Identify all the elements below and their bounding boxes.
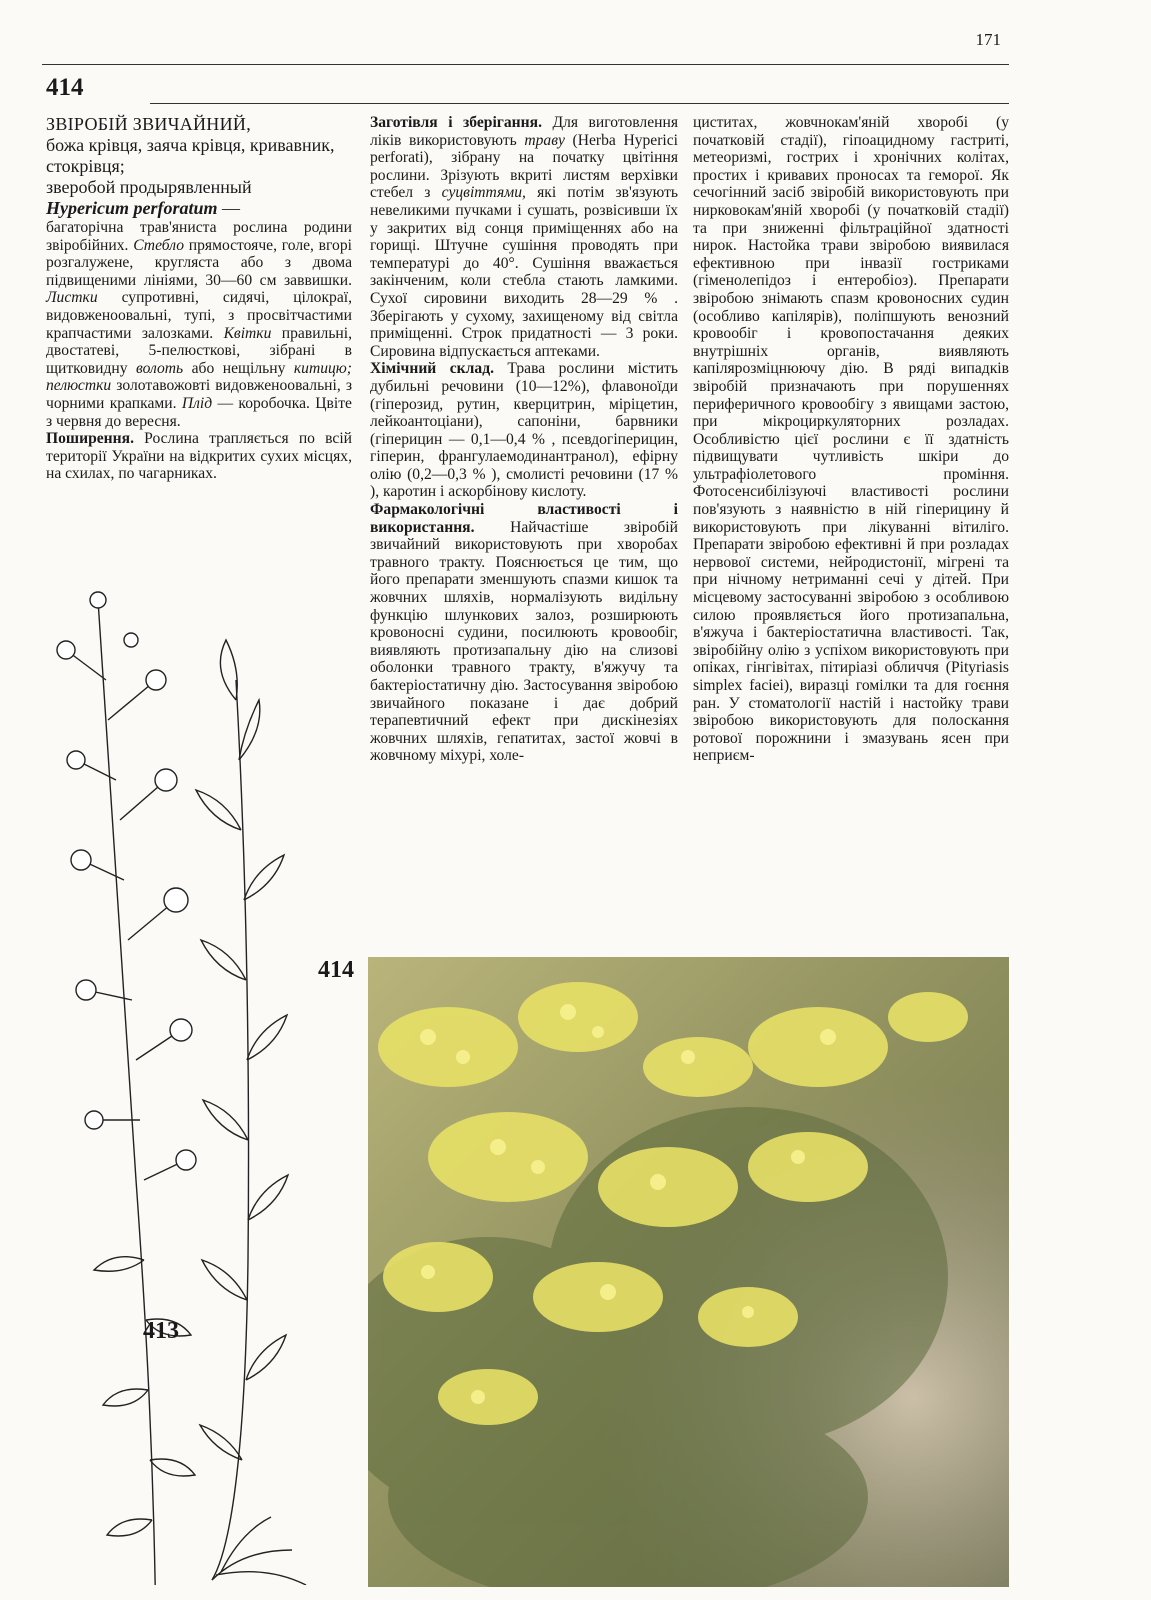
distribution-paragraph: Поширення. Рослина трапляється по всій території України на відкритих сухих місцях, на схилах, по чагарниках. bbox=[46, 430, 352, 483]
latin-name-line bbox=[46, 198, 352, 219]
distribution-heading: Поширення. bbox=[46, 430, 134, 448]
russian-name: зверобой продырявленный bbox=[46, 177, 252, 197]
article-title bbox=[46, 114, 352, 219]
description-paragraph: багаторічна трав'яниста рослина родини звіробійних. Стебло прямостояче, голе, вгорі розгалужене, кругляста або з двома підвищеними лініями, 30—60 см заввишки. Листки супротивні, сидячі, цілокраї, видовженоовальні, тупі, з просвітчастими крапчастими залозками. Квітки правильні, двостатеві, 5-пелюсткові, зібрані в щитковидну волоть або нещільну китицю; пелюстки золотавожовті видовженоовальні, з чорними крапками. Плід — коробочка. Цвіте з червня до вересня. bbox=[46, 219, 353, 430]
column-3 bbox=[693, 114, 1009, 765]
pharmacology-heading: Фармакологічні властивості і використання. bbox=[370, 501, 678, 536]
plant-photo bbox=[368, 957, 1009, 1587]
latin-dash: — bbox=[217, 198, 240, 218]
pharmacology-continued: циститах, жовчнокам'яній хворобі (у початковій стадії), гіпоацидному гастриті, метеоризмі, гострих і хронічних колітах, простих і кривавих проносах та геморої. Як сечогінний засіб звіробій використовують при нирковокам'яній хворобі (у початковій стадії) та при зниженні фільтраційної здатності нирок. Настойка трави звіробою виявилася ефективною при інвазії гостриками (гіменолепідоз і ентеробіоз). Препарати звіробою знімають спазм кровоносних судин (особливо капілярів), поліпшують венозний кровообіг і кровопостачання деяких внутрішніх органів, виявляють капілярозміцнюючу дію. В ряді випадків звіробій призначають при порушеннях периферичного кровообігу з явищами застою, при мікроциркуляторних розладах. Особливістю цієї рослини є її здатність підвищувати чутливість шкіри до ультрафіолетового проміння. Фотосенсибілізуючі властивості рослини пов'язують з наявністю в ній гіперицину й використовують при лікуванні вітиліго. Препарати звіробою ефективні й при розладах нервової системи, нейродистонії, мігрені та при нічному нетриманні сечі у дітей. При місцевому застосуванні звіробою з особливою силою проявляється його протизапальна, в'яжуча і бактеріостатична властивості. Так, звіробійну олію з успіхом використовують при опіках, гінгівітах, пітиріазі обличчя (Pityriasis simplex faciei), виразці гомілки та для гоєння ран. У стоматології настій і настойку трави звіробою використовують для полоскання ротової порожнини і змазувань ясен при неприєм- bbox=[693, 114, 1009, 765]
figure-label-414: 414 bbox=[318, 957, 354, 983]
column-1 bbox=[46, 114, 352, 483]
article-rule bbox=[150, 103, 1009, 104]
article-number: 414 bbox=[46, 74, 84, 101]
header-rule bbox=[42, 64, 1009, 65]
harvest-paragraph: Заготівля і зберігання. Для виготовлення ліків використовують траву (Herba Hyperici perforati), зібрану на початку цвітіння рослини. Зрізують вкриті листям верхівки стебел з суцвіттями, які потім зв'язують невеликими пучками і сушать, розвісивши їх у закритих від сонця приміщеннях або на горищі. Штучне сушіння проводять при температурі до 40°. Сушіння вважається закінченим, коли стебла стають ламкими. Сухої сировини виходить 28—29 % . Зберігають у сухому, захищеному від світла приміщенні. Строк придатності — 3 роки. Сировина відпускається аптеками. bbox=[370, 114, 679, 360]
figure-label-413: 413 bbox=[143, 1318, 179, 1344]
plant-name: ЗВІРОБІЙ ЗВИЧАЙНИЙ, bbox=[46, 114, 251, 134]
latin-name: Hypericum perforatum bbox=[46, 198, 218, 218]
harvest-heading: Заготівля і зберігання. bbox=[370, 114, 542, 131]
chemistry-heading: Хімічний склад. bbox=[370, 360, 494, 378]
column-2 bbox=[370, 114, 678, 765]
page-number: 171 bbox=[975, 30, 1001, 49]
flower-cluster bbox=[57, 592, 196, 1180]
chemistry-paragraph: Хімічний склад. Трава рослини містить дубильні речовини (10—12%), флавоноїди (гіперозид, рутин, кверцитрин, міріцетин, лейкоантоціани), сапоніни, барвники (гіперицин — 0,1—0,4 % , псевдогіперицин, гіперин, франгулаемодинантранол), ефірну олію (0,2—0,3 % ), смолисті речовини (17 % ), каротин і аскорбінову кислоту. bbox=[370, 360, 678, 501]
pharmacology-paragraph: Фармакологічні властивості і використання. Найчастіше звіробій звичайний використовують при хворобах травного тракту. Пояснюється це тим, що його препарати зменшують спазми кишок та жовчних шляхів, нормалізують видільну функцію шлункових залоз, розширюють кровоносні судини, посилюють кровообіг, виявляють протизапальну дію на слизові оболонки травного тракту, в'яжучу та бактеріостатичну дію. Застосування звіробою звичайного показане і дає добрий терапевтичний ефект при дискінезіях жовчних шляхів, гепатитах, застої жовчі в жовчному міхурі, холе- bbox=[370, 501, 678, 765]
plant-drawing bbox=[36, 560, 356, 1585]
plant-synonyms: божа крівця, заяча крівця, кривавник, стокрівця; bbox=[46, 135, 335, 176]
